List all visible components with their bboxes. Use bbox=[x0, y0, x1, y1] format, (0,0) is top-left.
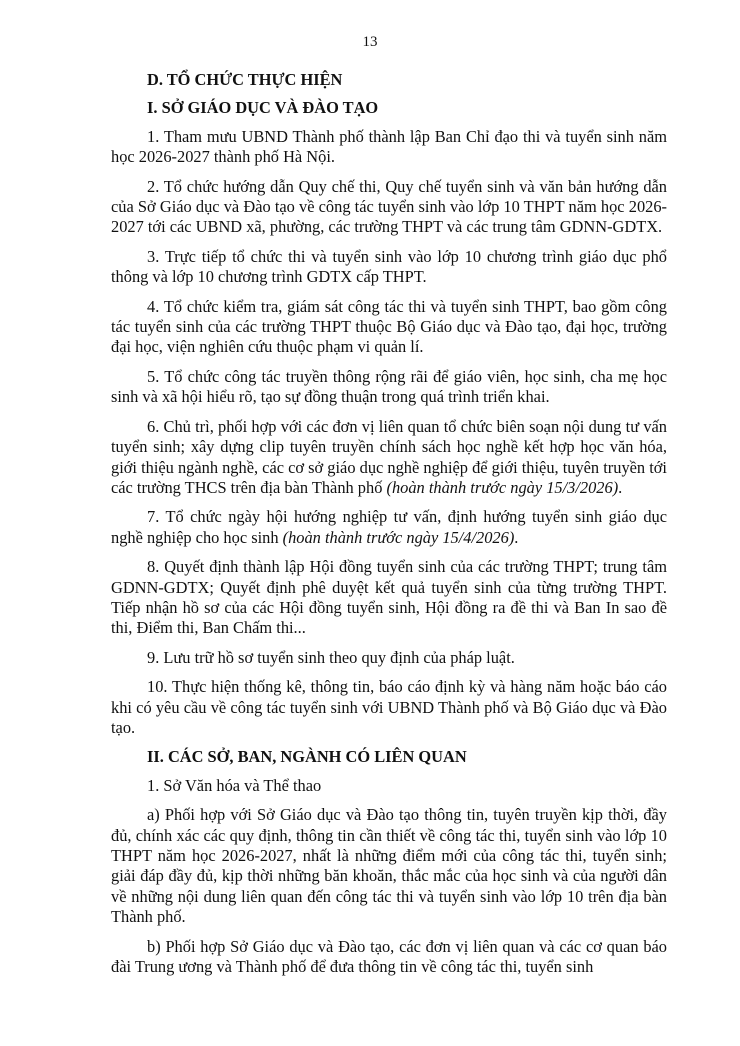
paragraph-item-a: a) Phối hợp với Sở Giáo dục và Đào tạo thông tin, tuyên truyền kịp thời, đầy đủ, chính xác các quy định, thông tin cần thiết về công tác thi, tuyển sinh vào lớp 10 THPT năm học 2026-2027, nhất là những điểm mới của công tác thi, tuyển sinh; giải đáp đầy đủ, kịp thời những băn khoăn, thắc mắc của học sinh và của người dân về những nội dung liên quan đến công tác thi và tuyển sinh vào lớp 10 trên địa bàn Thành phố. bbox=[111, 805, 667, 927]
paragraph-item-7 bbox=[111, 507, 667, 548]
paragraph-item-9: 9. Lưu trữ hồ sơ tuyển sinh theo quy định của pháp luật. bbox=[147, 647, 515, 667]
paragraph-item-6-end: . bbox=[618, 477, 623, 497]
paragraph-item-5: 5. Tổ chức công tác truyền thông rộng rãi để giáo viên, học sinh, cha mẹ học sinh và xã hội hiểu rõ, tạo sự đồng thuận trong quá trình triển khai. bbox=[111, 366, 667, 407]
page-number: 13 bbox=[362, 34, 378, 50]
document-body bbox=[111, 70, 667, 986]
paragraph-item-6 bbox=[111, 417, 667, 499]
paragraph-item-2: 2. Tổ chức hướng dẫn Quy chế thi, Quy chế tuyển sinh và văn bản hướng dẫn của Sở Giáo dục và Đào tạo về công tác tuyển sinh vào lớp 10 THPT năm học 2026-2027 tới các UBND xã, phường, các trường THPT và các trung tâm GDNN-GDTX. bbox=[111, 176, 667, 237]
paragraph-item-3: 3. Trực tiếp tổ chức thi và tuyển sinh vào lớp 10 chương trình giáo dục phổ thông và lớp 10 chương trình GDTX cấp THPT. bbox=[111, 246, 667, 287]
paragraph-item-4: 4. Tổ chức kiểm tra, giám sát công tác thi và tuyển sinh THPT, bao gồm công tác tuyển sinh của các trường THPT thuộc Bộ Giáo dục và Đào tạo, đại học, trường đại học, viện nghiên cứu thuộc phạm vi quản lí. bbox=[111, 296, 667, 357]
subsection-heading-1: 1. Sở Văn hóa và Thể thao bbox=[147, 775, 322, 795]
paragraph-item-b: b) Phối hợp Sở Giáo dục và Đào tạo, các đơn vị liên quan và các cơ quan báo đài Trung ương và Thành phố để đưa thông tin về công tác thi, tuyển sinh bbox=[111, 936, 667, 977]
paragraph-item-7-deadline: (hoàn thành trước ngày 15/4/2026) bbox=[282, 527, 515, 547]
paragraph-item-6-text: 6. Chủ trì, phối hợp với các đơn vị liên quan tổ chức biên soạn nội dung tư vấn tuyển sinh; xây dựng clip tuyên truyền chính sách học nghề kết hợp học văn hóa, giới thiệu ngành nghề, các cơ sở giáo dục nghề nghiệp để giới thiệu, tuyên truyền tới các trường THCS trên địa bàn Thành phố bbox=[111, 416, 667, 497]
section-heading-i: I. SỞ GIÁO DỤC VÀ ĐÀO TẠO bbox=[147, 98, 379, 118]
paragraph-item-8: 8. Quyết định thành lập Hội đồng tuyển sinh của các trường THPT; trung tâm GDNN-GDTX; Quyết định phê duyệt kết quả tuyển sinh của từng trường THPT. Tiếp nhận hồ sơ của các Hội đồng tuyển sinh, Hội đồng ra đề thi và Ban In sao đề thi, Điểm thi, Ban Chấm thi... bbox=[111, 557, 667, 638]
paragraph-item-7-text: 7. Tổ chức ngày hội hướng nghiệp tư vấn, định hướng tuyển sinh giáo dục nghề nghiệp cho học sinh bbox=[111, 507, 667, 547]
section-heading-ii: II. CÁC SỞ, BAN, NGÀNH CÓ LIÊN QUAN bbox=[147, 747, 467, 767]
paragraph-item-7-end: . bbox=[514, 527, 519, 547]
paragraph-item-6-deadline: (hoàn thành trước ngày 15/3/2026) bbox=[386, 477, 619, 497]
paragraph-item-1: 1. Tham mưu UBND Thành phố thành lập Ban Chỉ đạo thi và tuyển sinh năm học 2026-2027 thành phố Hà Nội. bbox=[111, 126, 667, 167]
section-heading-d: D. TỔ CHỨC THỰC HIỆN bbox=[147, 70, 343, 89]
paragraph-item-10: 10. Thực hiện thống kê, thông tin, báo cáo định kỳ và hàng năm hoặc báo cáo khi có yêu cầu về công tác tuyển sinh với UBND Thành phố và Bộ Giáo dục và Đào tạo. bbox=[111, 677, 667, 737]
